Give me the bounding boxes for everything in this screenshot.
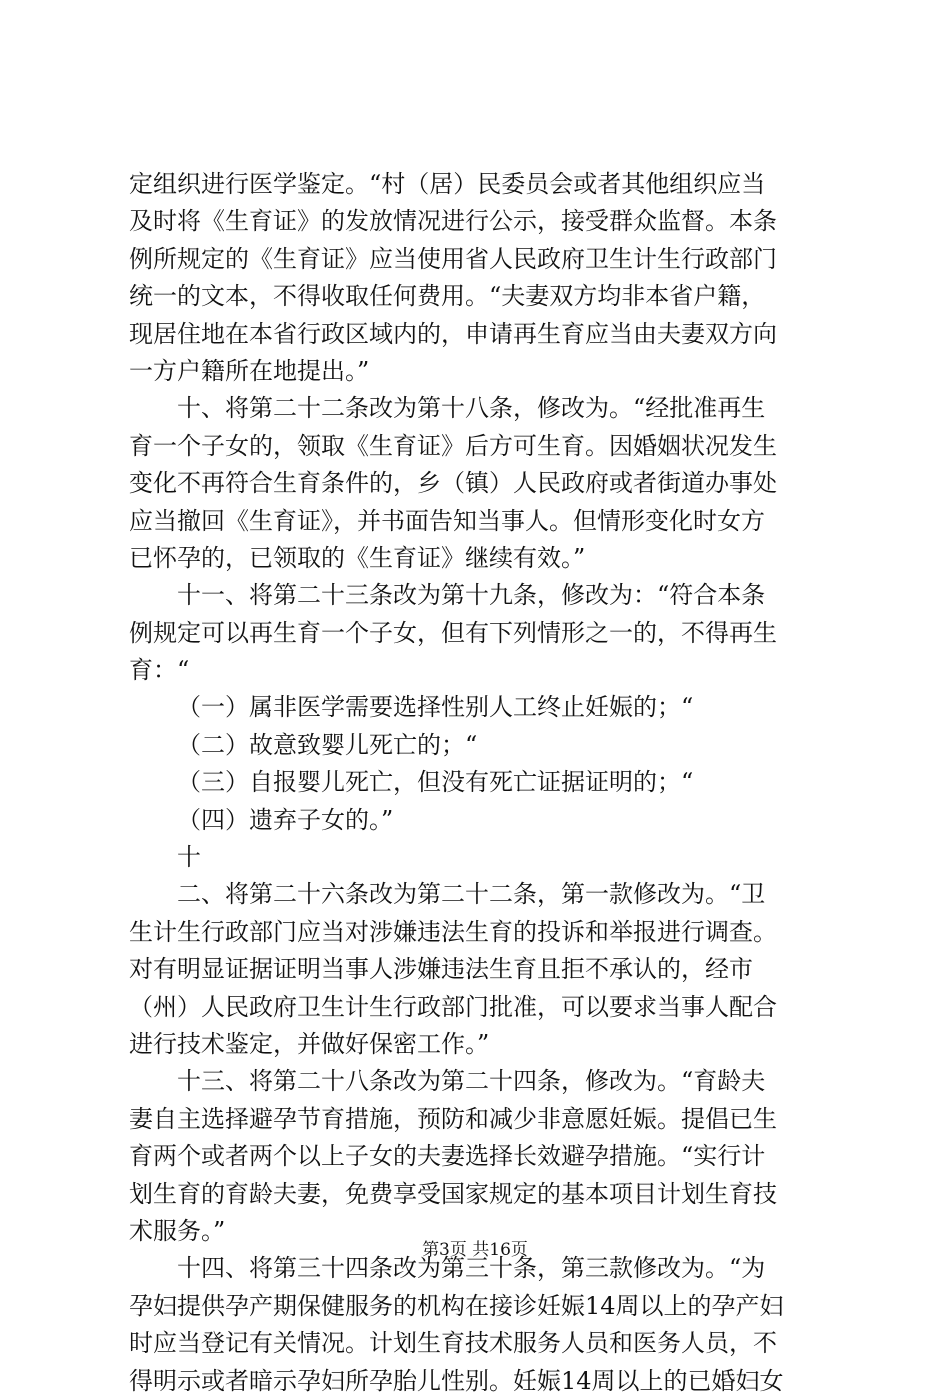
text-line: 二、将第二十六条改为第二十二条，第一款修改为。“卫 bbox=[177, 880, 766, 909]
text-line: （三）自报婴儿死亡，但没有死亡证据证明的；“ bbox=[177, 768, 694, 797]
text-line: 育两个或者两个以上子女的夫妻选择长效避孕措施。“实行计 bbox=[129, 1142, 766, 1171]
text-line: 育一个子女的，领取《生育证》后方可生育。因婚姻状况发生 bbox=[129, 431, 777, 460]
text-line: 及时将《生育证》的发放情况进行公示，接受群众监督。本条 bbox=[129, 207, 777, 236]
text-line: 应当撤回《生育证》，并书面告知当事人。但情形变化时女方 bbox=[129, 506, 765, 535]
page-number-footer: 第3页 共16页 bbox=[422, 1240, 528, 1260]
text-line: 育：“ bbox=[129, 656, 190, 685]
text-line: （州）人民政府卫生计生行政部门批准，可以要求当事人配合 bbox=[129, 992, 777, 1021]
text-line: 例规定可以再生育一个子女，但有下列情形之一的，不得再生 bbox=[129, 618, 777, 647]
text-line: 孕妇提供孕产期保健服务的机构在接诊妊娠14周以上的孕产妇 bbox=[129, 1291, 784, 1320]
text-line: 已怀孕的，已领取的《生育证》继续有效。” bbox=[129, 543, 586, 572]
text-line: 生计生行政部门应当对涉嫌违法生育的投诉和举报进行调查。 bbox=[129, 917, 777, 946]
text-line: （一）属非医学需要选择性别人工终止妊娠的；“ bbox=[177, 693, 694, 722]
text-line: 定组织进行医学鉴定。“村（居）民委员会或者其他组织应当 bbox=[129, 170, 766, 198]
text-line: 术服务。” bbox=[129, 1216, 226, 1245]
text-line: 十一、将第二十三条改为第十九条，修改为：“符合本条 bbox=[177, 581, 766, 610]
text-line: 十 bbox=[177, 843, 201, 872]
text-line: 十三、将第二十八条改为第二十四条，修改为。“育龄夫 bbox=[177, 1067, 766, 1096]
text-line: 划生育的育龄夫妻，免费享受国家规定的基本项目计划生育技 bbox=[129, 1179, 777, 1208]
text-line: 进行技术鉴定，并做好保密工作。” bbox=[129, 1029, 490, 1058]
text-line: 现居住地在本省行政区域内的，申请再生育应当由夫妻双方向 bbox=[129, 319, 777, 348]
document-body bbox=[129, 166, 829, 1400]
text-line: 例所规定的《生育证》应当使用省人民政府卫生计生行政部门 bbox=[129, 244, 777, 273]
text-line: 妻自主选择避孕节育措施，预防和减少非意愿妊娠。提倡已生 bbox=[129, 1104, 777, 1133]
text-line: 十四、将第三十四条改为第三十条，第三款修改为。“为 bbox=[177, 1254, 766, 1283]
text-line: （四）遗弃子女的。” bbox=[177, 805, 394, 834]
text-line: （二）故意致婴儿死亡的；“ bbox=[177, 730, 478, 759]
text-line: 一方户籍所在地提出。” bbox=[129, 356, 370, 385]
text-line: 对有明显证据证明当事人涉嫌违法生育且拒不承认的，经市 bbox=[129, 955, 753, 984]
text-line: 时应当登记有关情况。计划生育技术服务人员和医务人员，不 bbox=[129, 1329, 777, 1358]
text-line: 变化不再符合生育条件的，乡（镇）人民政府或者街道办事处 bbox=[129, 469, 777, 498]
text-line: 得明示或者暗示孕妇所孕胎儿性别。妊娠14周以上的已婚妇女 bbox=[129, 1366, 784, 1395]
text-line: 统一的文本，不得收取任何费用。“夫妻双方均非本省户籍， bbox=[129, 282, 766, 311]
text-line: 十、将第二十二条改为第十八条，修改为。“经批准再生 bbox=[177, 394, 766, 423]
